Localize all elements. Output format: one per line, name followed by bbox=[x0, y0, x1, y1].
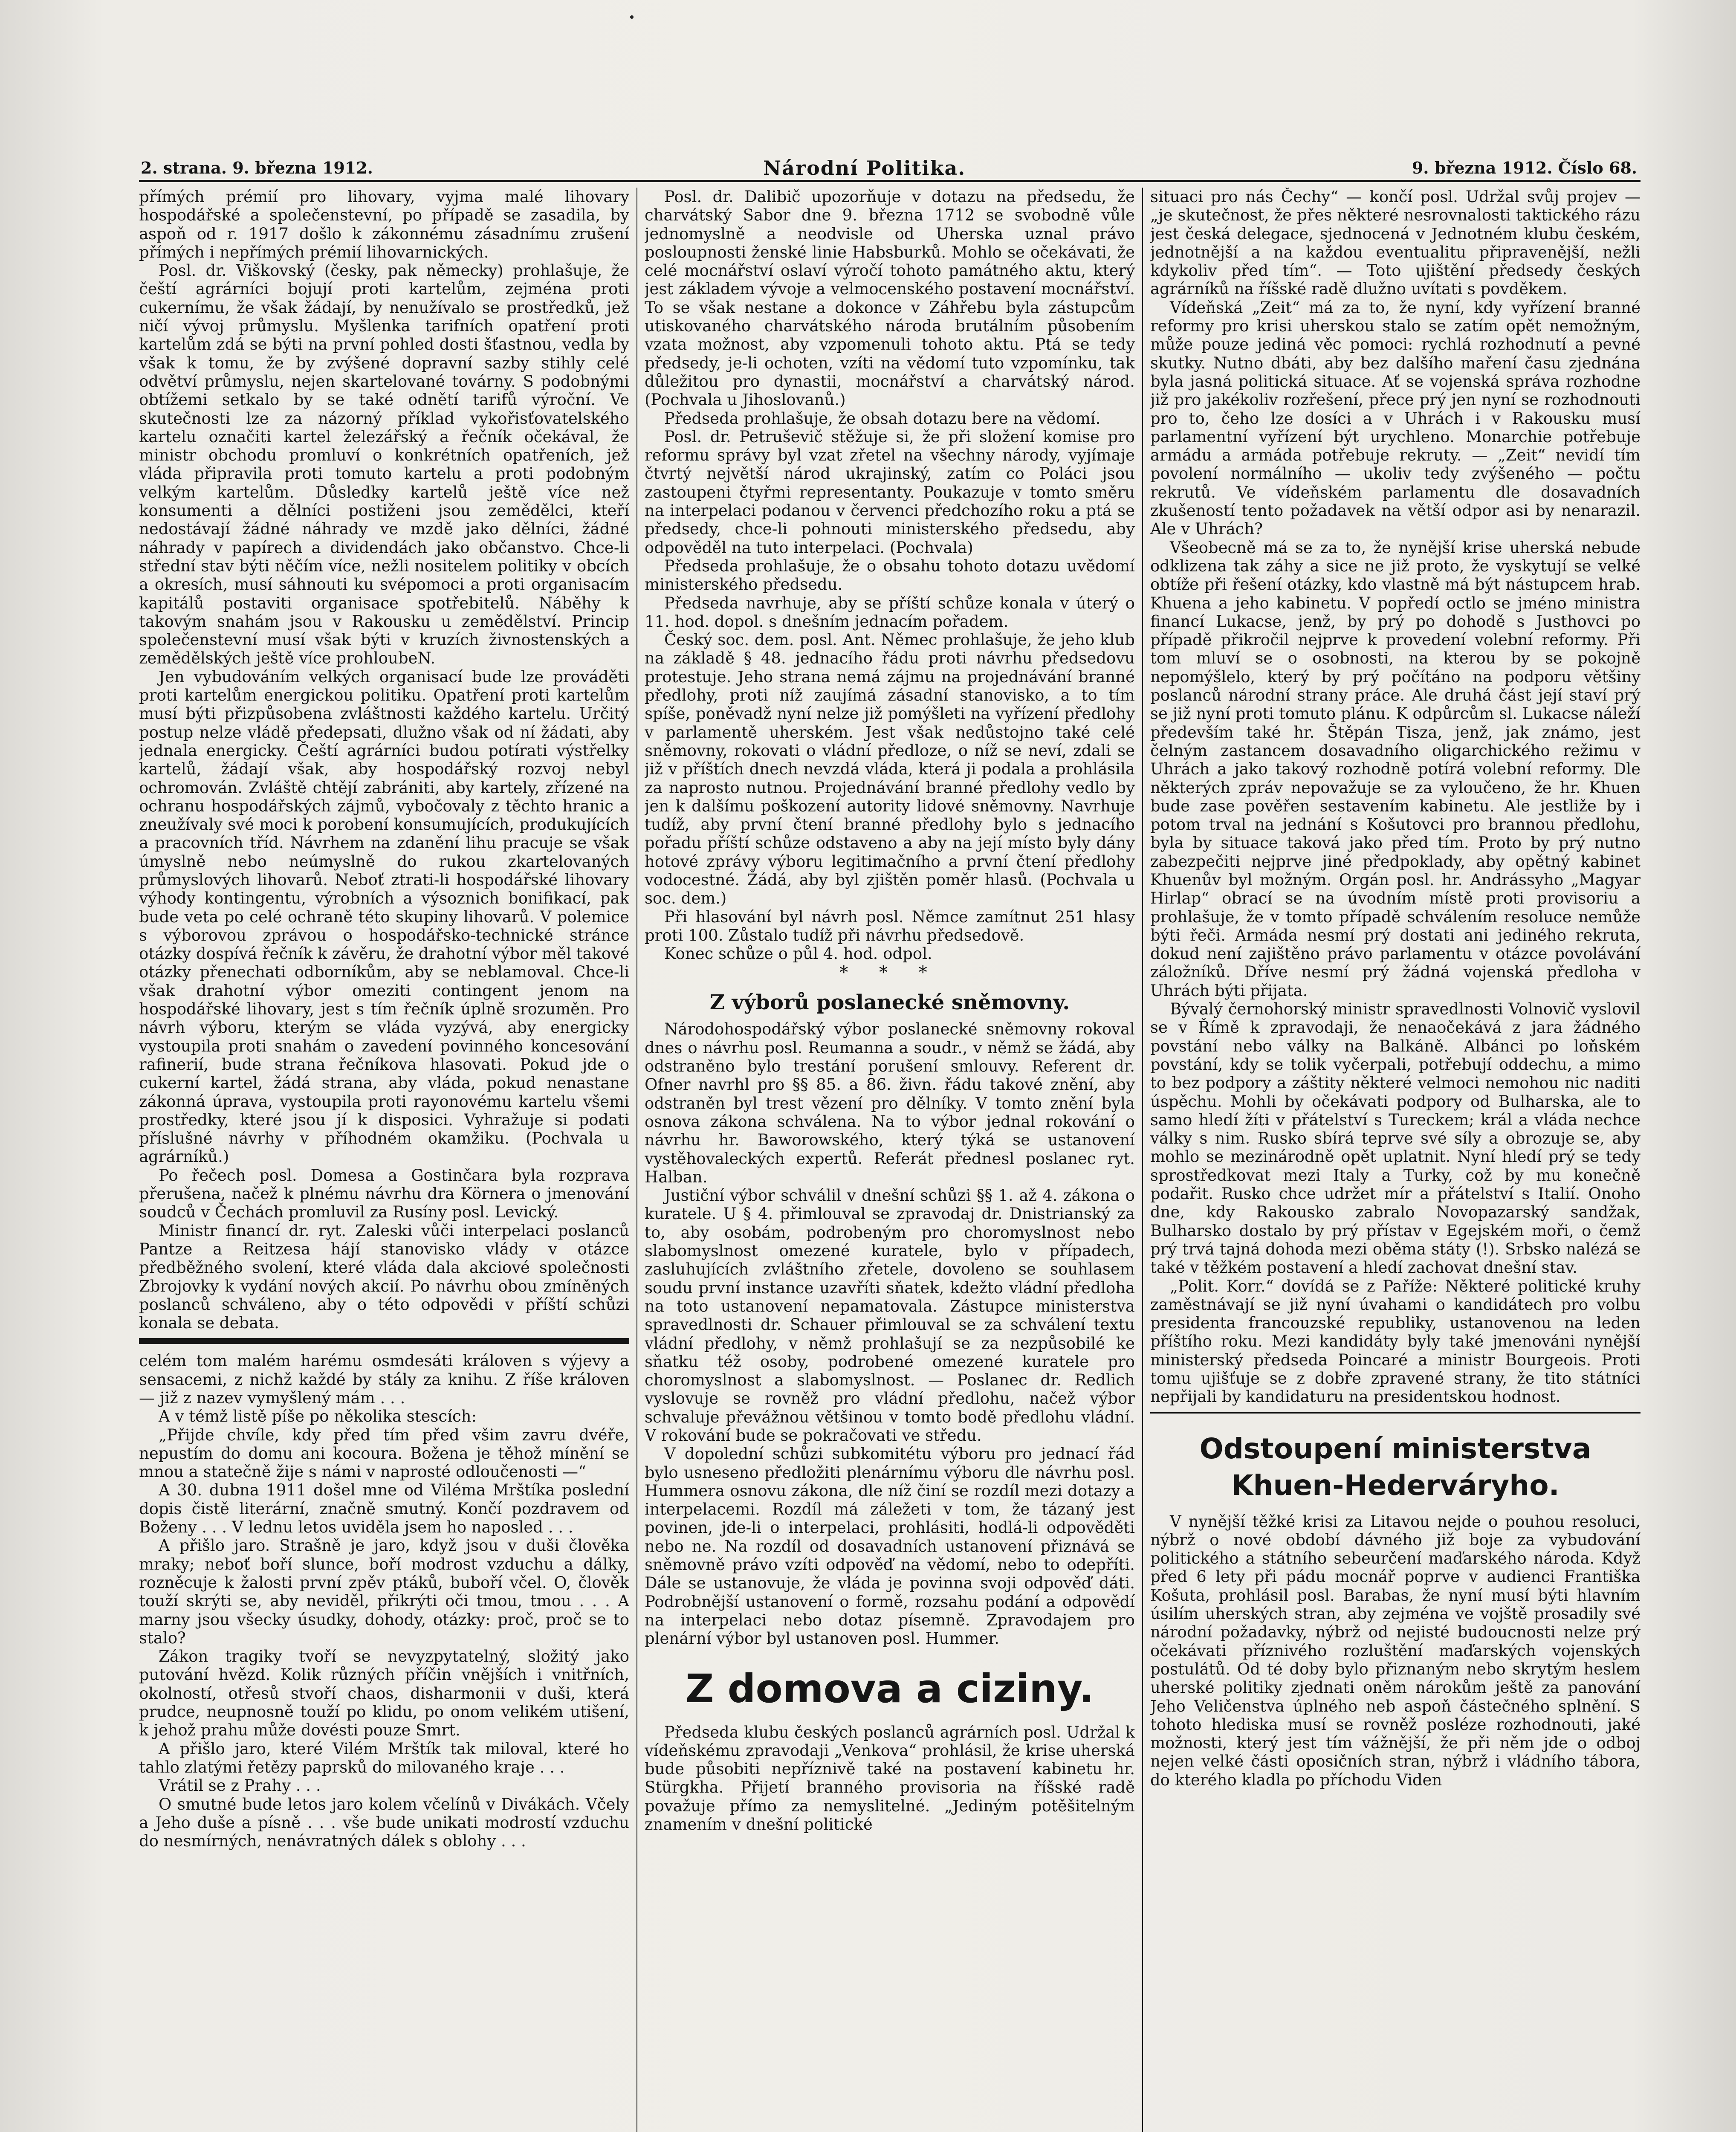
header-rule bbox=[139, 180, 1641, 182]
paragraph: „Přijde chvíle, kdy před tím před všim zavru dvéře, nepustím do domu ani kocoura. Božena je těhož mínění se mnou a statečně žije s námi v naprosté odloučenosti —“ bbox=[139, 1425, 629, 1481]
paragraph: Český soc. dem. posl. Ant. Němec prohlašuje, že jeho klub na základě § 48. jednacího řádu proti návrhu předsedovu protestuje. Jeho strana nemá zájmu na projednávání branné předlohy, proti níž zaujímá zásadní stanovisko, a to tím spíše, poněvadž nyní nelze již pomýšleti na vyřízení předlohy v parlamentě uherském. Jest však nedůstojno také celé sněmovny, rokovati o vládní předloze, o níž se neví, zdali se již v příštích dnech nevzdá vláda, která ji podala a prohlásila za naprosto nutnou. Projednávání branné předlohy vedlo by jen k dalšímu poškození autority lidové sněmovny. Navrhuje tudíž, aby první čtení branné předlohy bylo s jednacího pořadu příští schůze odstaveno a aby na její místo byly dány hotové zprávy výboru legitimačního a první čtení předlohy vodocestné. Žádá, aby byl zjištěn poměr hlasů. (Pochvala u soc. dem.) bbox=[645, 631, 1135, 908]
section-title: Z výborů poslanecké sněmovny. bbox=[709, 991, 1070, 1015]
column-1 bbox=[139, 188, 629, 2132]
paragraph: Posl. dr. Viškovský (česky, pak německy) prohlašuje, že čeští agrárníci bojují proti kartelům, zejména proti cukernímu, že však žádají, by nenužívalo se prostředků, jež ničí vývoj průmyslu. Myšlenka tarifních opatření proti kartelům zdá se býti na první pohled dosti šťastnou, vedla by však k tomu, že by zvýšené dopravní sazby stihly celé odvětví průmyslu, nejen skartelované továrny. S podobnými obtížemi setkalo by se také odnětí tarifů výroční. Ve skutečnosti lze za názorný příklad vykořisťovatelského kartelu označiti kartel železářský a řečník očekával, že ministr obchodu promluví o konkrétních opatřeních, jež vláda připravila proti tomuto kartelu a proti podobným velkým kartelům. Důsledky kartelů ještě více než konsumenti a dělníci postiženi jsou zemědělci, kteří nedostávají žádné náhrady ve mzdě jako dělníci, žádné náhrady v papírech a dividendách jako občanstvo. Chce-li střední stav býti něčím více, nežli nositelem politiky v obcích a okresích, musí sáhnouti ku svépomoci a proti organisacím kapitálů postaviti organisace spotřebitelů. Náběhy k takovým snahám jsou v Rakousku u zemědělství. Princip společenstevní musí však býti v kruzích živnostenských a zemědělských ještě více prohloubeN. bbox=[139, 261, 629, 668]
paragraph: Bývalý černohorský ministr spravedlnosti Volnovič vyslovil se v Římě k zpravodaji, že nenaočekává z jara žádného povstání nebo války na Balkáně. Albánci po loňském povstání, kdy se tolik vyčerpali, potřebují oddechu, a mimo to bez podpory a záštity některé velmoci nemohou nic naditi úspěchu. Mohli by očekávati podpory od Bulharska, ale to samo hledí žíti v přátelství s Tureckem; král a vláda nechce války s nim. Rusko sbírá teprve své síly a obrozuje se, aby mohlo se mezinárodně opět uplatnit. Nyní hledí prý se tedy sprostředkovat mezi Italy a Turky, což by mu konečně podařit. Rusko chce udržet mír a přátelství s Italií. Onoho dne, kdy Rakousko zabralo Novopazarský sandžak, Bulharsko dostalo by prý přístav v Egejském moři, o čemž prý trvá tajná dohoda mezi oběma státy (!). Srbsko nalézá se také v těžkém postavení a hledí zachovat dnešní stav. bbox=[1150, 1000, 1641, 1277]
column-divider bbox=[1142, 188, 1143, 2132]
paragraph: A 30. dubna 1911 došel mne od Viléma Mrštíka poslední dopis čistě literární, značně smutný. Končí pozdravem od Boženy . . . V lednu letos uviděla jsem ho naposled . . . bbox=[139, 1481, 629, 1537]
paragraph: situaci pro nás Čechy“ — končí posl. Udržal svůj projev — „je skutečnost, že přes některé nesrovnalosti taktického rázu jest česká delegace, sjednocená v Jednotném klubu českém, jednotnější a na každou eventualitu připravenější, nežli kdykoliv před tím“. — Toto ujištění předsedy českých agrárníků na říšské radě dlužno uvítati s povděkem. bbox=[1150, 188, 1641, 298]
paragraph: Všeobecně má se za to, že nynější krise uherská nebude odklizena tak záhy a sice ne již proto, že vyskytují se velké obtíže při řešení otázky, kdo vlastně má být nástupcem hrab. Khuena a jeho kabinetu. V popředí octlo se jméno ministra financí Lukacse, jenž, by prý po dohodě s Justhovci po případě přikročil nejprve k provedení volební reformy. Při tom mluví se o osobnosti, na kterou by se pokojně nepomýšlelo, který by prý počítáno na podporu většiny poslanců národní strany práce. Ale druhá část její staví prý se již nyní proti tomuto plánu. K odpůrcům sl. Lukacse náleží především také hr. Štěpán Tisza, jenž, jak známo, jest čelným zastancem dosavadního oligarchického režimu v Uhrách a jako takový rozhodně potírá volební reformy. Dle některých zpráv nepovažuje se za vyloučeno, že hr. Khuen bude zase pověřen sestavením kabinetu. Ale jestliže by i potom trval na jednání s Košutovci pro brannou předlohu, byla by situace taková jako před tím. Proto by prý nutno zabezpečiti nejprve jiné předpoklady, aby opětný kabinet Khuenův byl možným. Orgán posl. hr. Andrássyho „Magyar Hirlap“ obrací se na úvodním místě proti provisoriu a prohlašuje, že v tomto případě schválením resoluce nemůže býti řeči. Armáda nesmí prý dostati ani jediného rekruta, dokud není zajištěno právo parlamentu v otázce povolávání záložníků. Dříve nesmí prý žádná vojenská předloha v Uhrách býti přijata. bbox=[1150, 538, 1641, 1000]
section-heading: Z domova a ciziny. bbox=[685, 1666, 1094, 1712]
column-3 bbox=[1150, 188, 1641, 2132]
paragraph: Předseda prohlašuje, že o obsahu tohoto dotazu uvědomí ministerského předsedu. bbox=[645, 556, 1135, 594]
paragraph: Po řečech posl. Domesa a Gostinčara byla rozprava přerušena, načež k plnému návrhu dra Körnera o jmenování soudců v Čechách promluvil za Rusíny posl. Levický. bbox=[139, 1166, 629, 1222]
paragraph: A v témž listě píše po několika stescích: bbox=[159, 1407, 477, 1426]
paragraph: Vídeňská „Zeit“ má za to, že nyní, kdy vyřízení branné reformy pro krisi uherskou stalo se zatím opět nemožným, může pouze jediná věc pomoci: rychlá rozhodnutí a pevné skutky. Nutno dbáti, aby bez dalšího maření času zjednána byla jasná politická situace. Ať se vojenská správa rozhodne již pro jakékoliv rozřešení, přece prý jen nyní se rozhodnouti pro to, čeho lze dosíci a v Uhrách i v Rakousku musí parlamentní vyřízení být urychleno. Monarchie potřebuje armádu a armáda potřebuje rekruty. — „Zeit“ nevidí tím povolení normálního — ukoliv tedy zvýšeného — počtu rekrutů. Ve vídeňském parlamentu dle dosavadních zkušeností tento požadavek na větší odpor asi by nenarazil. Ale v Uhrách? bbox=[1150, 298, 1641, 539]
paragraph: celém tom malém harému osmdesáti královen s výjevy a sensacemi, z nichž každé by stály za knihu. Z říše královen — již z nazev vymyšlený mám . . . bbox=[139, 1352, 629, 1407]
header-right: 9. března 1912. Číslo 68. bbox=[1412, 158, 1637, 177]
paragraph: O smutné bude letos jaro kolem včelínů v Divákách. Včely a Jeho duše a písně . . . vše bude unikati modrostí vzduchu do nesmírných, nenávratných dálek s oblohy . . . bbox=[139, 1795, 629, 1851]
paragraph: Zákon tragiky tvoří se nevyzpytatelný, složitý jako putování hvězd. Kolik různých příčin vnějších i vnitřních, okolností, otřesů stvoří chaos, disharmonii v duši, která prudce, neupnosně touží po klidu, po onom velikém utišení, k jehož prahu může dovésti pouze Smrt. bbox=[139, 1647, 629, 1740]
paragraph: Předseda navrhuje, aby se příští schůze konala v úterý o 11. hod. dopol. s dnešním jednacím pořadem. bbox=[645, 594, 1135, 631]
header-left: 2. strana. 9. března 1912. bbox=[141, 158, 373, 177]
paragraph: Předseda klubu českých poslanců agrárních posl. Udržal k vídeňskému zpravodaji „Venkova“ prohlásil, že krise uherská bude působiti nepříznivě také na postavení kabinetu hr. Stürgkha. Přijetí branného provisoria na říšské radě považuje přímo za nemyslitelné. „Jediným potěšitelným znamením v dnešní politické bbox=[645, 1723, 1135, 1834]
paragraph: Konec schůze o půl 4. hod. odpol. bbox=[664, 944, 932, 963]
paragraph: V dopolední schůzi subkomitétu výboru pro jednací řád bylo usneseno předložiti plenárnímu výboru dle návrhu posl. Hummera osnovu zákona, dle níž činí se rozdíl mezi dotazy a interpelacemi. Rozdíl má záležeti v tom, že tázaný jest povinen, jde-li o interpelaci, prohlásiti, hodlá-li odpověděti nebo ne. Na rozdíl od dosavadních ustanovení přiznává se sněmovně právo vzíti odpověď na vědomí, nebo to odepříti. Dále se ustanovuje, že vláda je povinna svoji odpověď dáti. Podrobnější ustanovení o formě, rozsahu podání a odpovědí na interpelaci nebo dotaz písemně. Zpravodajem pro plenární výbor byl ustanoven posl. Hummer. bbox=[645, 1445, 1135, 1648]
article-title: Odstoupení ministerstva Khuen-Hederváryho. bbox=[1199, 1432, 1591, 1502]
paragraph: přímých prémií pro lihovary, vyjma malé lihovary hospodářské a společenstevní, po případě se zasadila, by aspoň od r. 1917 došlo k zákonnému zásadnímu zrušení přímých i nepřímých prémií lihovarnických. bbox=[139, 188, 629, 261]
paragraph: „Polit. Korr.“ dovídá se z Paříže: Některé politické kruhy zaměstnávají se již nyní úvahami o kandidátech pro volbu presidenta francouzské republiky, ustanovenou na leden příštího roku. Mezi kandidáty byly také jmenováni nynější ministerský předseda Poincaré a ministr Bourgeois. Proti tomu ujišťuje se z dobře zpravené strany, že tito státníci nepřijali by kandidaturu na presidentskou hodnost. bbox=[1150, 1277, 1641, 1406]
paragraph: Posl. dr. Petruševič stěžuje si, že při složení komise pro reformu správy byl vzat zřetel na všechny národy, vyjímaje čtvrtý největší národ ukrajinský, zatím co Poláci jsou zastoupeni čtyřmi representanty. Poukazuje v tomto směru na interpelaci podanou v červenci předchozího roku a ptá se předsedy, chce-li pohnouti ministerského předsedu, aby odpověděl na tuto interpelaci. (Pochvala) bbox=[645, 427, 1135, 557]
paragraph: Justiční výbor schválil v dnešní schůzi §§ 1. až 4. zákona o kuratele. U § 4. přimlouval se zpravodaj dr. Dnistrianský za to, aby osobám, podrobeným pro choromyslnost nebo slabomyslnost omezené kuratele, bylo v případech, zasluhujících zvláštního zřetele, dovoleno se souhlasem soudu první instance uzavříti sňatek, kdežto vládní předloha na toto ustanovení nepamatovala. Zástupce ministerstva spravedlnosti dr. Schauer přimlouval se za schválení textu vládní předlohy, v němž prohlašují se za nezpůsobilé ke sňatku též osoby, podrobené omezené kuratele pro choromyslnost a slabomyslnost. — Poslanec dr. Redlich vyslovuje se rovněž pro vládní předlohu, načež výbor schvaluje převážnou většinou v tomto bodě předlohu vládní. V rokování bude se pokračovati ve středu. bbox=[645, 1186, 1135, 1445]
paragraph: Vrátil se z Prahy . . . bbox=[159, 1776, 321, 1795]
ink-speck bbox=[630, 15, 634, 19]
page-header bbox=[141, 157, 1637, 179]
section-stars: * * * bbox=[839, 963, 940, 983]
header-title: Národní Politika. bbox=[763, 156, 966, 180]
paragraph: Posl. dr. Dalibič upozorňuje v dotazu na předsedu, že charvátský Sabor dne 9. března 1712 se svobodně vůle jednomyslně a neodvisle od Uherska uznal právo posloupnosti ženské linie Habsburků. Mohlo se očekávati, že celé mocnářství oslaví výročí tohoto památného aktu, který jest základem vývoje a velmocenského postavení mocnářství. To se však nestane a dokonce v Záhřebu byla zástupcům utiskovaného charvátského národa brutálním působením vzata možnost, aby vzpomenuli tohoto aktu. Ptá se tedy předsedy, je-li ochoten, vzíti na vědomí tuto vzpomínku, tak důležitou pro dynastii, mocnářství a charvátský národ. (Pochvala u Jihoslovanů.) bbox=[645, 188, 1135, 409]
paragraph: Ministr financí dr. ryt. Zaleski vůči interpelaci poslanců Pantze a Reitzesa hájí stanovisko vlády v otázce předběžného svolení, které vláda dala akciové společnosti Zbrojovky k vydání nových akcií. Po návrhu obou zmíněných poslanců schváleno, aby o této odpovědi v příští schůzi konala se debata. bbox=[139, 1221, 629, 1332]
paragraph: Při hlasování byl návrh posl. Němce zamítnut 251 hlasy proti 100. Zůstalo tudíž při návrhu předsedově. bbox=[645, 907, 1135, 944]
paragraph: Národohospodářský výbor poslanecké sněmovny rokoval dnes o návrhu posl. Reumanna a soudr., v němž se žádá, aby odstraněno bylo trestání porušení smlouvy. Referent dr. Ofner navrhl pro §§ 85. a 86. živn. řádu takové znění, aby odstraněn byl trest vězení pro dělníky. V tomto znění byla osnova zákona schválena. Na to výbor jednal rokování o návrhu hr. Baworowského, který týká se ustanovení vystěhovaleckých expertů. Referát přednesl poslanec ryt. Halban. bbox=[645, 1020, 1135, 1186]
paragraph: V nynější těžké krisi za Litavou nejde o pouhou resoluci, nýbrž o nové období dávného již boje za vybudování politického a státního sebeurčení maďarského národa. Když před 6 lety při pádu mocnář poprve v audienci Františka Košuta, prohlásil posl. Barabas, že nyní musí býti hlavním úsilím uherských stran, aby zejména ve vojště prosadily své národní požadavky, nýbrž od nejisté budoucnosti nelze prý očekávati příznivého rozluštění maďarských vojenských postulátů. Od té doby bylo přiznaným nebo skrytým heslem uherské politiky zjednati oněm nárokům ještě za panování Jeho Veličenstva úplného neb aspoň částečného splnění. S tohoto hlediska musí se rovněž posléze rozhodnouti, jaké možnosti, který jest tím vážnější, že při něm jde o odboj nejen velké části oposičních stran, nýbrž i vládního tábora, do kterého kladla po příchodu Viden bbox=[1150, 1512, 1641, 1789]
feuilleton-divider bbox=[139, 1338, 629, 1344]
paragraph: A přišlo jaro. Strašně je jaro, když jsou v duši člověka mraky; neboť boří slunce, boří modrost vzduchu a dálky, rozněcuje k žalosti první zpěv ptáků, buboří včel. O, člověk touží skrýti se, aby neviděl, přikrýti oči tmou, tmou . . . A marny jsou všecky úsudky, dohody, otázky: proč, proč se to stalo? bbox=[139, 1536, 629, 1647]
paragraph: Předseda prohlašuje, že obsah dotazu bere na vědomí. bbox=[664, 409, 1101, 428]
article-divider bbox=[1150, 1412, 1641, 1414]
column-2 bbox=[645, 188, 1135, 2132]
paragraph: Jen vybudováním velkých organisací bude lze prováděti proti kartelům energickou politiku. Opatření proti kartelům musí býti přizpůsobena zvláštnosti každého kartelu. Určitý postup nelze vládě předepsati, dlužno však od ní žádati, aby jednala energicky. Čeští agrárníci budou potírati výstřelky kartelů, žádají však, aby hospodářský rozvoj nebyl ochromován. Zvláště chtějí zabrániti, aby kartely, zřízené na ochranu hospodářských zájmů, vybočovaly z těchto hranic a zneužívaly své moci k porobení konsumujících, produkujících a pracovních tříd. Návrhem na zdanění lihu pracuje se však úmyslně nebo neúmyslně do rukou zkartelovaných průmyslových lihovarů. Neboť ztrati-li hospodářské lihovary výhody kontingentu, výrobních a výsoznich bonifikací, pak bude veta po celé ochraně této skupiny lihovarů. V polemice s výborovou zprávou o hospodářsko-technické stránce otázky dospívá řečník k závěru, že drahotní výbor měl takové otázky přenechati odborníkům, aby se neblamoval. Chce-li však drahotní výbor omeziti contingent jenom na hospodářské lihovary, jest s tím řečník úplně srozuměn. Pro návrh výboru, kterým se vláda vyzývá, aby energicky vystoupila proti snahám o zavedení povinného koncesování rafinerií, bude strana řečníkova hlasovati. Pokud jde o cukerní kartel, žádá strana, aby vláda, pokud nenastane zákonná úprava, vystoupila proti rayonovému kartelu všemi prostředky, které jsou jí k disposici. Vyhražuje si podati příslušné návrhy v příhodném okamžiku. (Pochvala u agrárníků.) bbox=[139, 667, 629, 1166]
paragraph: A přišlo jaro, které Vilém Mrštík tak miloval, které ho tahlo zlatými řetězy paprsků do milovaného kraje . . . bbox=[139, 1739, 629, 1776]
